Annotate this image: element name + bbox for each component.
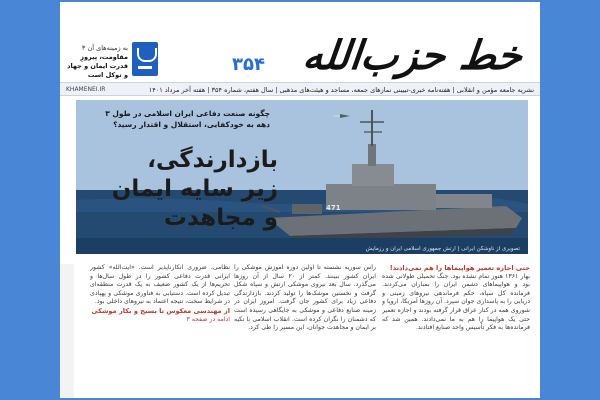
hero-kicker: چگونه صنعت دفاعی ایران اسلامی در طول ۳ دهه به خودکفایی، استقلال و اقتدار رسید؟ <box>105 109 270 129</box>
side-strip <box>60 264 74 398</box>
masthead <box>60 2 540 80</box>
hero-section <box>76 100 528 254</box>
column-right-heading: حتی اجازه تعمیر هواپیماها را هم نمی‌دادند! <box>389 264 530 272</box>
article-column-right <box>382 264 530 398</box>
column-left-subheading: از مهندسی معکوس تا بسیج و بکار موشکی <box>91 306 230 315</box>
info-bar-text: نشریه جامعه مؤمن و انقلابی | هفته‌نامه خبری-تبیینی نمازهای جمعه، مساجد و هیئت‌های مذهبی | سال هفتم، شماره ۳۵۴ | هفته آخر مرداد ۱۴۰۱ <box>148 86 534 94</box>
article-column-left <box>90 264 230 398</box>
hero-caption: تصویری از ناوشکن ایرانی | ارتش جمهوری اسلامی ایران و رزمایش <box>365 246 520 252</box>
issue-number: ۳۵۴ <box>232 54 265 75</box>
column-middle-text: رأس سوریه نشسته تا اولین دوره آموزش موشکی را ایران کشور ببینند. کمتر از ۲۰ سال از آن روزها می‌گذرد. سال بعد نیروی موشکی ارتش و سپاه شکل گرفت و نخستین موشک‌ها را تولید کردند. بازدارندگی دفاعی زیاد برای کشور جان گرفت. امروز ایران در زمینه صنایع دفاعی و موشکی به جایگاهی رسیده است که دشمنان را نگران کرده است. انقلاب اسلامی با تکیه بر ایمان و مجاهدت جوانان، این مسیر را طی کرد. <box>234 264 376 332</box>
hero-headline <box>88 146 278 233</box>
hero-headline-line-1: بازدارندگی، <box>147 147 278 173</box>
newspaper-page <box>60 2 540 398</box>
publisher-logo-icon <box>132 42 158 76</box>
article-column-middle <box>234 264 376 398</box>
website-label: KHAMENEI.IR <box>66 86 106 93</box>
ship-hull-number: 471 <box>326 204 341 212</box>
info-bar <box>60 82 540 96</box>
masthead-title: خط حزب‌الله <box>300 33 525 79</box>
continued-link[interactable]: ادامه در صفحه ۳ <box>186 315 230 323</box>
masthead-slogan-block <box>66 44 128 80</box>
hero-headline-line-3: و مجاهدت <box>163 205 278 231</box>
article-columns <box>74 264 530 398</box>
masthead-slogan: مقاومت، پیروزِ قدرت ایمان و جهاد و توکل است <box>67 53 128 79</box>
column-left-text: نظامی، ضروری انکارناپذیر است. «آیت‌الله» کشور ایرانی قدرت دفاعی کشور را در طول سال‌ها و تحریم‌ها از یک کشور ضعیف به یک قدرت منطقه‌ای تبدیل کرده است. دستیابی به فناوری موشکی و پهپادی در شرایط سخت، نتیجه اعتماد به نیروهای داخلی بود. <box>90 264 230 306</box>
column-right-text: بهار ۱۳۶۱ هنوز تمام نشده بود. جنگ تحمیلی طولانی شده بود و هواپیماهای دشمن ایران را بمباران می‌کردند. فرمانده کل سپاه، حکم فرماندهی نیروهای زمینی و دریایی را به پاسداری جوان سپرد. آن روزها آمریکا، اروپا و شوروی همه در کنار عراق قرار گرفته بودند و اجازه تعمیر حتی یک هواپیما را هم به ما نمی‌دادند. همین شد که فرمانده‌ها به فکر تأسیس واحد صنایع افتادند. <box>382 272 530 332</box>
issue-line: به زمینه‌های آن ۳ <box>81 44 128 52</box>
hero-headline-line-2: زیر سایه ایمان <box>111 176 278 202</box>
